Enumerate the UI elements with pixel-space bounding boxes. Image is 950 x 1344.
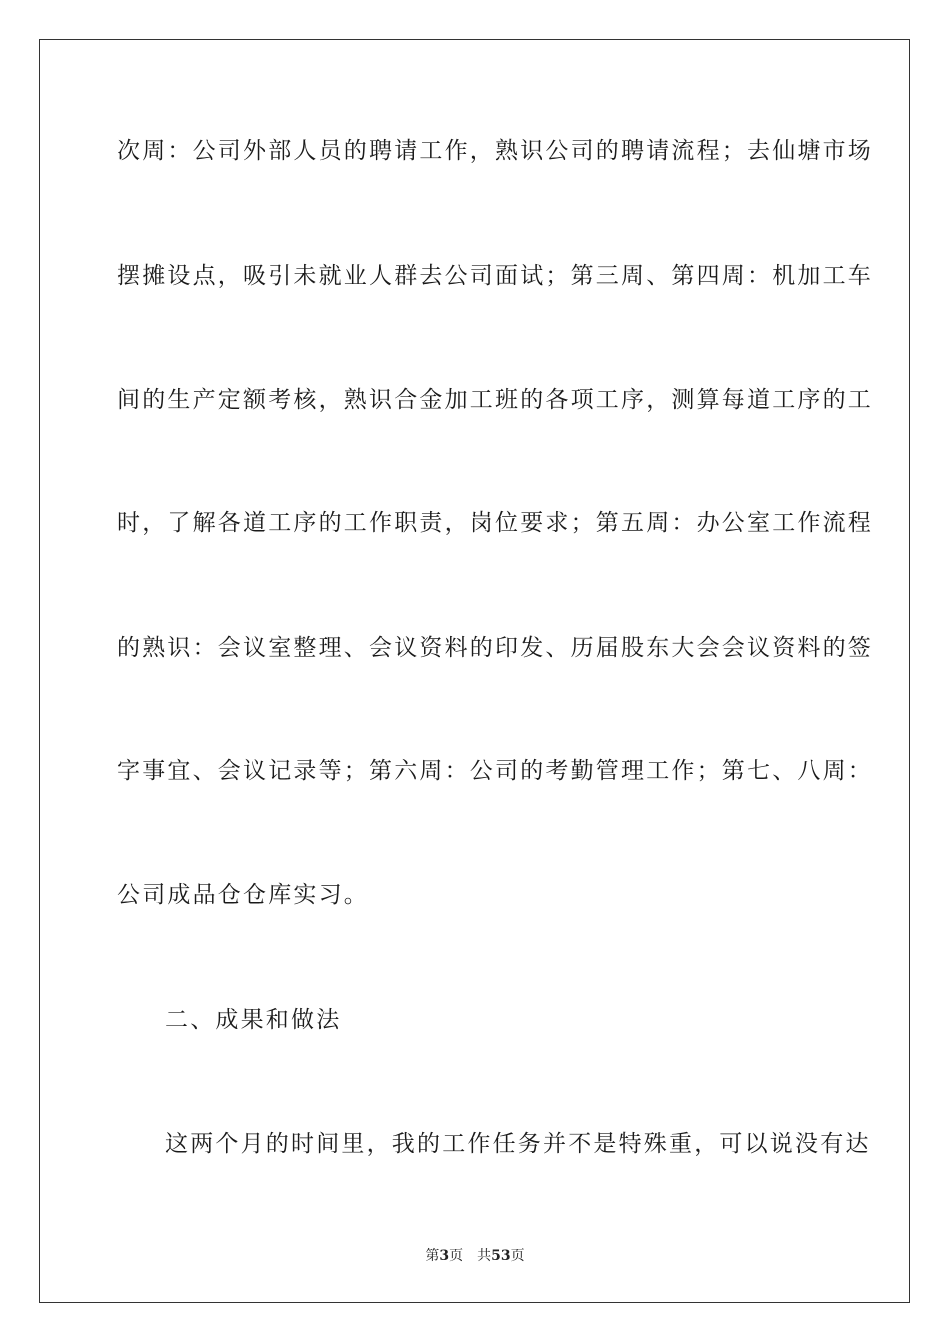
page-footer bbox=[0, 1247, 950, 1265]
page-border bbox=[39, 39, 910, 1303]
section-heading: 二、成果和做法 bbox=[165, 1007, 342, 1033]
total-prefix: 共 bbox=[477, 1248, 492, 1264]
paragraph-first-line: 这两个月的时间里，我的工作任务并不是特殊重，可以说没有达 bbox=[165, 1131, 871, 1157]
page-suffix: 页 bbox=[449, 1248, 464, 1264]
body-text-line: 间的生产定额考核，熟识合金加工班的各项工序，测算每道工序的工 bbox=[117, 387, 873, 413]
body-text-line: 字事宜、会议记录等；第六周：公司的考勤管理工作；第七、八周： bbox=[117, 758, 873, 784]
body-text-line: 摆摊设点，吸引未就业人群去公司面试；第三周、第四周：机加工车 bbox=[117, 263, 873, 289]
total-pages: 53 bbox=[491, 1248, 511, 1264]
page-number: 3 bbox=[439, 1248, 450, 1264]
body-text-line: 公司成品仓仓库实习。 bbox=[117, 882, 369, 908]
page-prefix: 第 bbox=[425, 1248, 440, 1264]
total-suffix: 页 bbox=[510, 1248, 525, 1264]
body-text-line: 次周：公司外部人员的聘请工作，熟识公司的聘请流程；去仙塘市场 bbox=[117, 138, 873, 164]
body-text-line: 的熟识：会议室整理、会议资料的印发、历届股东大会会议资料的签 bbox=[117, 635, 873, 661]
body-text-line: 时，了解各道工序的工作职责，岗位要求；第五周：办公室工作流程 bbox=[117, 510, 873, 536]
